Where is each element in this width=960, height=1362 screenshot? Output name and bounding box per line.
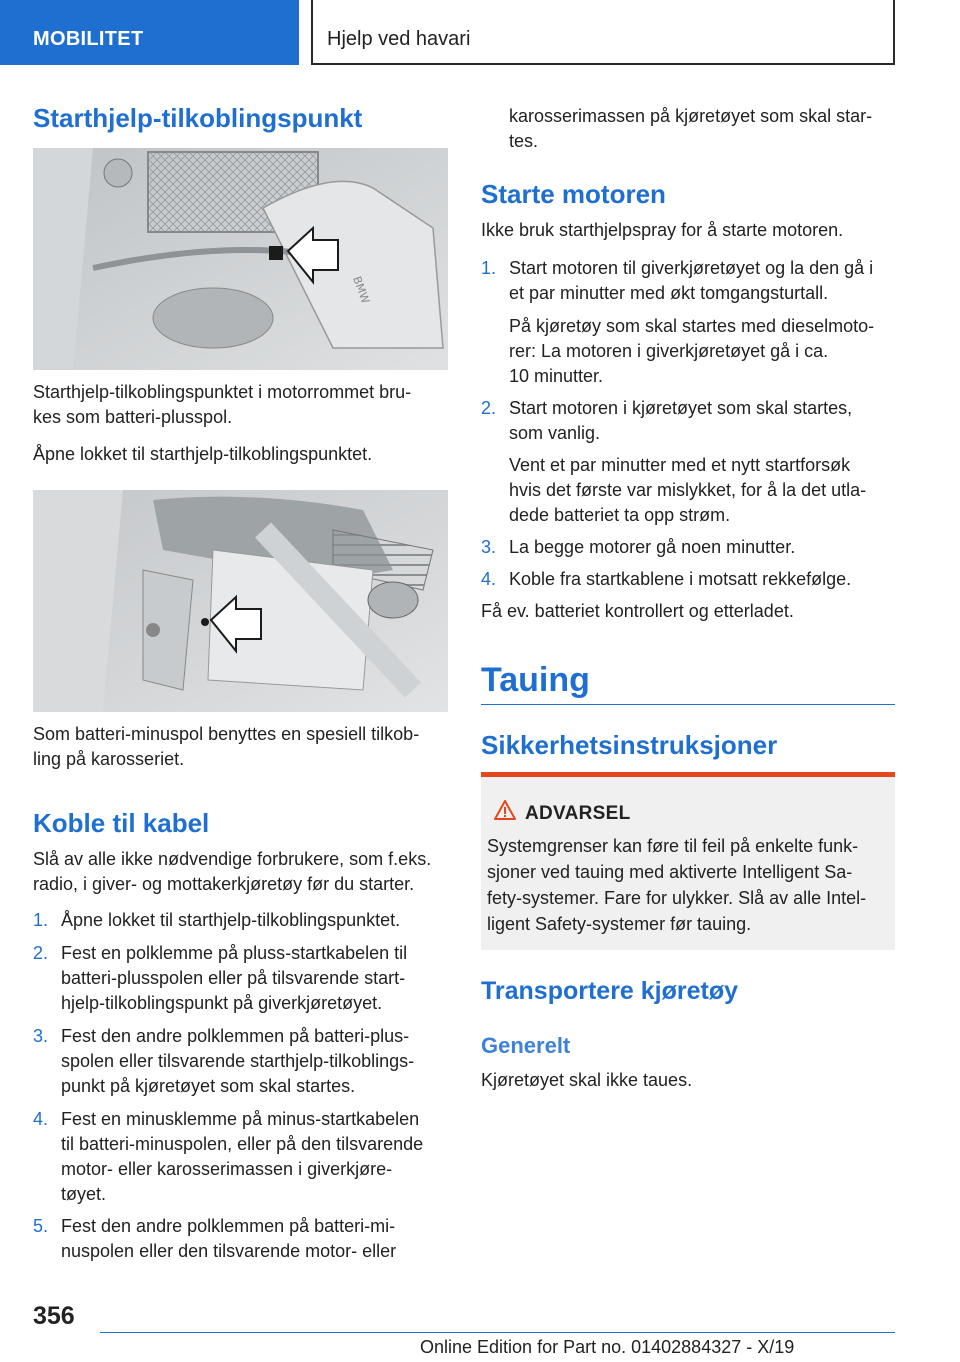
step-text: Fest den andre polklemmen på batteri-plus- spolen eller tilsvarende starthjelp-tilkoblings- punkt på kjøretøyet som skal startes. [61,1026,415,1096]
step-text: Fest den andre polklemmen på batteri-mi- nuspolen eller den tilsvarende motor- eller [61,1216,397,1261]
step-text: Fest en minusklemme på minus-startkabelen til batteri-minuspolen, eller på den tilsvarende motor- eller karosserimassen i giverkjøre- tøyet. [61,1109,424,1204]
step-text: La begge motorer gå noen minutter. [509,537,796,557]
warning-title: ADVARSEL [525,803,631,824]
heading-jump-start-point: Starthjelp-tilkoblingspunkt [33,103,363,133]
heading-transport: Transportere kjøretøy [481,977,739,1005]
step-number: 4. [481,569,497,589]
step-note: Vent et par minutter med et nytt startforsøk hvis det første var mislykket, for å la det utla- dede batteriet ta opp strøm. [509,455,867,525]
svg-text:BMW: BMW [350,274,372,306]
section-label: MOBILITET [33,28,144,50]
step-text: Start motoren i kjøretøyet som skal startes, som vanlig. [509,398,853,443]
page-number: 356 [33,1302,75,1330]
heading-rule [481,704,895,705]
footer-rule [100,1332,895,1333]
step-number: 5. [33,1216,49,1236]
paragraph-open-cover: Åpne lokket til starthjelp-tilkoblingspunktet. [33,444,373,464]
engine-photo-positive-terminal [33,148,448,370]
engine-photo-negative-terminal [33,490,448,712]
paragraph-positive-terminal: Starthjelp-tilkoblingspunktet i motorrommet bru- kes som batteri-plusspol. [33,382,412,427]
step-number: 1. [481,258,497,278]
step-continuation: karosserimassen på kjøretøyet som skal star- tes. [509,106,873,151]
warning-box [481,772,895,950]
step-text: Åpne lokket til starthjelp-tilkoblingspunktet. [61,910,401,930]
paragraph-switch-off: Slå av alle ikke nødvendige forbrukere, som f.eks. radio, i giver- og mottakerkjøretøy før du starter. [33,849,432,894]
heading-connect-cable: Koble til kabel [33,808,210,838]
step-text: Start motoren til giverkjøretøyet og la den gå i et par minutter med økt tomgangsturtall. [509,258,874,303]
paragraph-no-towing: Kjøretøyet skal ikke taues. [481,1070,693,1090]
heading-start-engine: Starte motoren [481,179,666,209]
heading-towing: Tauing [481,661,590,699]
warning-text: Systemgrenser kan føre til feil på enkelte funk- sjoner ved tauing med aktiverte Intelligent Sa- fety-systemer. Fare for ulykker. Slå av alle Intel- ligent Safety-systemer før tauing. [487,836,867,934]
warning-triangle-icon [493,799,517,826]
paragraph-negative-terminal: Som batteri-minuspol benyttes en spesiell tilkob- ling på karosseriet. [33,724,420,769]
step-text: Fest en polklemme på pluss-startkabelen til batteri-plusspolen eller på tilsvarende start- hjelp-tilkoblingspunkt på giverkjøretøyet. [61,943,408,1013]
chapter-label: Hjelp ved havari [327,28,471,50]
step-text: Koble fra startkablene i motsatt rekkefølge. [509,569,852,589]
step-number: 3. [33,1026,49,1046]
step-number: 1. [33,910,49,930]
step-number: 2. [33,943,49,963]
step-number: 4. [33,1109,49,1129]
chapter-tab [311,0,895,65]
paragraph-no-spray: Ikke bruk starthjelpspray for å starte motoren. [481,220,844,240]
heading-safety: Sikkerhetsinstruksjoner [481,730,778,760]
edition-text: Online Edition for Part no. 01402884327 - X/19 [420,1337,795,1357]
step-number: 2. [481,398,497,418]
paragraph-battery-check: Få ev. batteriet kontrollert og etterladet. [481,601,794,621]
step-note: På kjøretøy som skal startes med dieselmoto- rer: La motoren i giverkjøretøyet gå i ca. 10 minutter. [509,316,875,386]
step-number: 3. [481,537,497,557]
heading-general: Generelt [481,1033,571,1058]
section-tab [0,0,299,65]
